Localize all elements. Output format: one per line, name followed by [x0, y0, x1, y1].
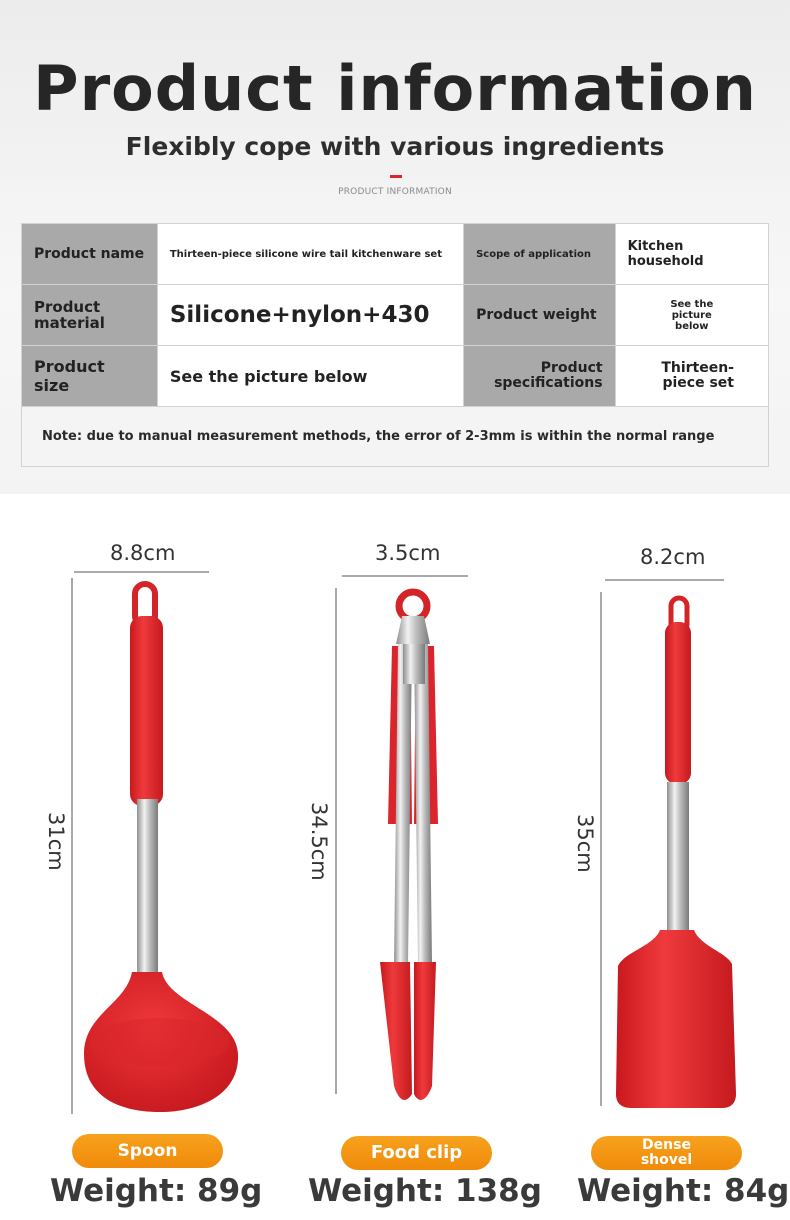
- material-label: Product material: [22, 285, 158, 346]
- product-name-label: Product name: [22, 224, 158, 285]
- tongs-image: [380, 592, 438, 1100]
- product-illustrations: [0, 494, 790, 1220]
- weight-value: See the picture below: [615, 285, 768, 346]
- page-title: Product information: [33, 52, 757, 125]
- shovel-name-badge: [591, 1136, 742, 1170]
- spoon-width-label: 8.8cm: [110, 541, 176, 565]
- scope-label: Scope of application: [464, 224, 615, 285]
- clip-width-label: 3.5cm: [375, 541, 441, 565]
- weight-label: Product weight: [464, 285, 615, 346]
- ladle-image: [84, 584, 238, 1112]
- product-photo-section: [0, 494, 790, 1220]
- page-subtitle: Flexibly cope with various ingredients: [125, 132, 665, 161]
- product-name-value: Thirteen-piece silicone wire tail kitchenware set: [157, 224, 463, 285]
- red-accent-bar: [390, 175, 402, 178]
- info-section: [0, 0, 790, 494]
- shovel-length-label: 35cm: [573, 814, 597, 873]
- spoon-name: Spoon: [117, 1141, 178, 1161]
- spatula-image: [616, 598, 736, 1108]
- spoon-weight: Weight: 89g: [50, 1173, 263, 1209]
- shovel-width-label: 8.2cm: [640, 545, 706, 569]
- spoon-length-label: 31cm: [44, 812, 68, 871]
- scope-value: Kitchen household: [615, 224, 768, 285]
- spoon-name-badge: [72, 1134, 223, 1168]
- clip-length-label: 34.5cm: [307, 802, 331, 881]
- size-value: See the picture below: [157, 346, 463, 407]
- section-caption: PRODUCT INFORMATION: [338, 187, 452, 197]
- shovel-name: Dense shovel: [640, 1137, 693, 1168]
- product-info-table: [21, 223, 769, 467]
- spec-label: Product specifications: [464, 346, 615, 407]
- clip-weight: Weight: 138g: [308, 1173, 542, 1209]
- shovel-weight: Weight: 84g: [577, 1173, 790, 1209]
- measurement-note: Note: due to manual measurement methods, the error of 2-3mm is within the normal range: [22, 407, 769, 467]
- material-value: Silicone+nylon+430: [157, 285, 463, 346]
- clip-name-badge: [341, 1136, 492, 1170]
- clip-name: Food clip: [370, 1142, 463, 1163]
- size-label: Product size: [22, 346, 158, 407]
- spec-value: Thirteen-piece set: [615, 346, 768, 407]
